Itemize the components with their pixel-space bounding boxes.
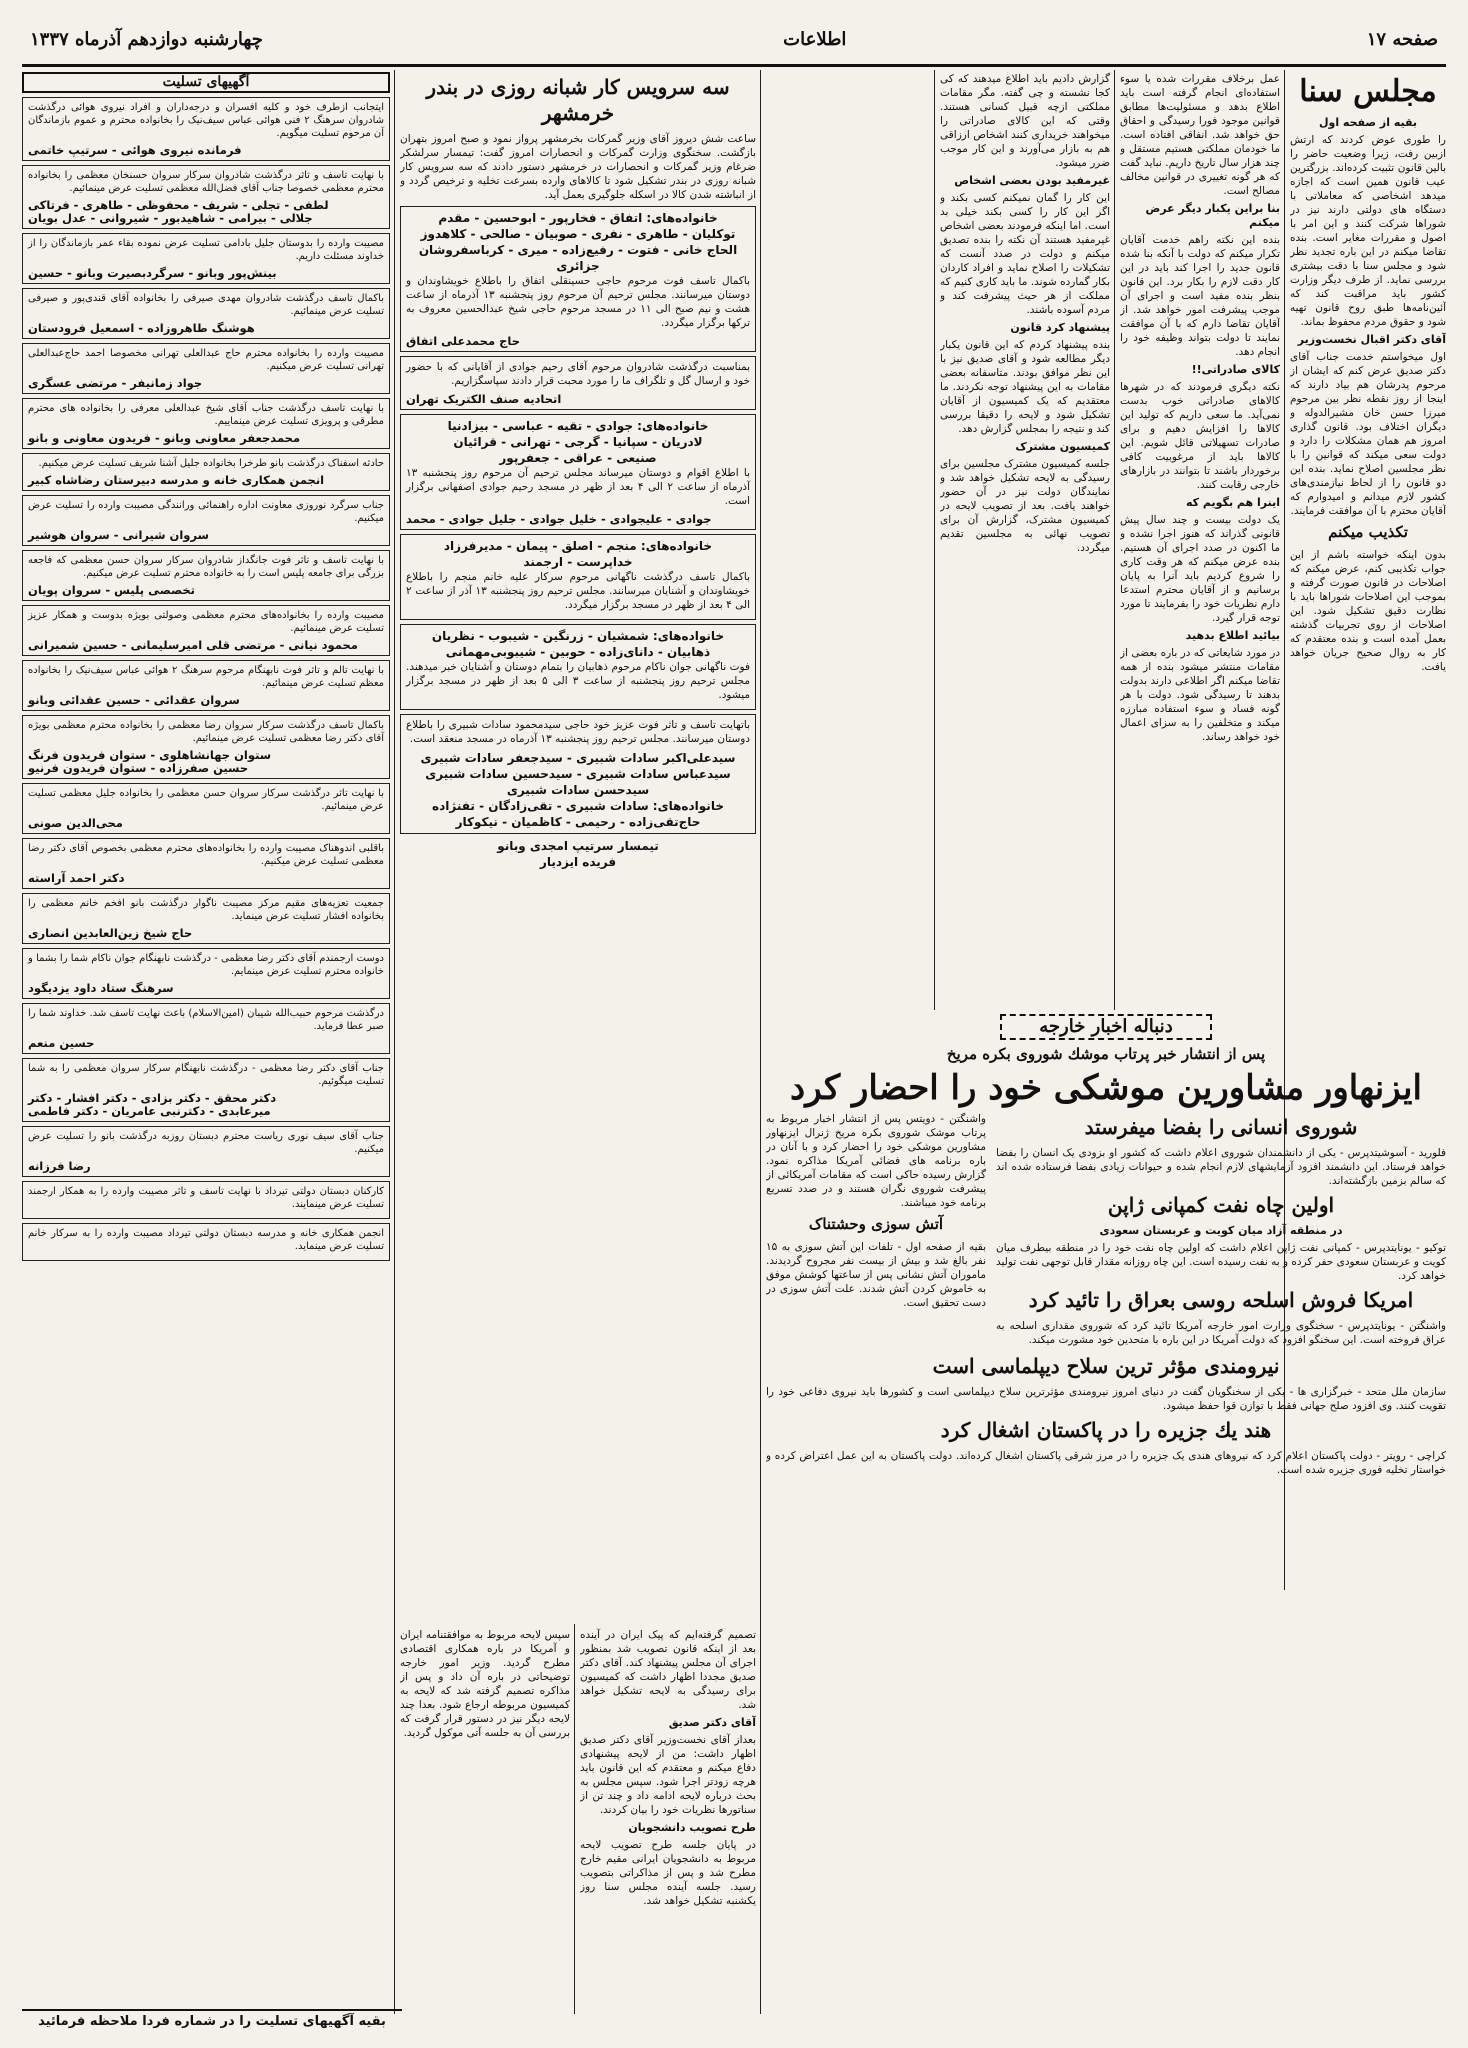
sub-body-4: بقیه از صفحه اول - تلفات این آتش سوزی به ۱۵ نفر بالغ شد و بیش از بیست نفر مجروح گردیدند. ماموران آتش نشانی پس از ساعتها کوشش موفق به خاموش کردن آتش شدند. علت آتش سوزی در دست تحقیق است. xyxy=(766,1241,986,1309)
lead-body: واشنگتن - دویتس پس از انتشار اخبار مربوط به پرتاب موشک شوروی بكره مریخ ژنرال ایزنهاور مشاورین موشکی خود را احضار کرد و با آنان در باره برنامه های فضائی آمریکا مذاکره نمود. گزارش رسیده حاکی است که مقامات آمریکائی از پیشرفت شوروی نگران هستند و در صدد تسریع برنامه خود میباشند. xyxy=(766,1113,986,1209)
col2-body-5: در مورد شایعاتی که در باره بعضی از مقامات منتشر میشود بنده از همه تقاضا میکنم اگر اطلاعی دارند بدولت بدهند تا رسیدگی شود. دولت با هر گونه فساد و سوء استفاده مبارزه میکند و متخلفین را به سزای اعمال خود خواهد رساند. xyxy=(1120,647,1280,743)
sub-body-3: واشنگتن - یونایتدپرس - سخنگوی وزارت امور خارجه آمریکا تائید کرد که شوروی مقداری اسلحه به عراق فروخته است. این سخنگو افزود که دولت آمریکا در این باره با متحدین خود مشورت میکند. xyxy=(996,1320,1446,1346)
col3-body-3: بنده پیشنهاد کردم که این قانون یکبار دیگر مطالعه شود و آقای صدیق نیز با این نظر موافق بودند. متاسفانه بعضی مقامات به این پیشنهاد توجه نکردند. ما معتقدیم که یک کمیسیون از آقایان تشکیل شود و لایحه را دقیقا بررسی کند و نتیجه را بمجلس گزارش دهد. xyxy=(940,339,1110,435)
senate-column-2 xyxy=(1120,72,1280,1007)
footer-note: بقیه آگهیهای تسلیت را در شماره فردا ملاحظه فرمائید xyxy=(22,2009,402,2029)
main-headline: ایزنهاور مشاورین موشکی خود را احضار کرد xyxy=(790,1068,1422,1108)
newspaper-page xyxy=(22,14,1446,2034)
col2-body-4: یک دولت بیست و چند سال پیش قانونی گذراند که هنوز اجرا نشده و ما اکنون در صدد اجرای آن هستیم. بنده عرض میکنم که هر وقت کاری را شروع کردیم باید آنرا به پایان برسانیم و از آقایان محترم استدعا دارم نظریات خود را بفرمایند تا مورد توجه قرار گیرد. xyxy=(1120,514,1280,624)
obituary-4: خانواده‌های: منجم - اصلق - پیمان - مدیرفرزاد خداپرست - ارجمند باکمال تاسف درگذشت ناگهانی مرحوم سرکار علیه خانم منجم را باطلاع خویشاوندان و آشنایان میرسانند. مجلس ترحیم روز پنجشنبه ۱۳ آذر از ساعت ۲ الی ۴ بعد از ظهر در مسجد برگزار میگردد. xyxy=(400,534,756,620)
paper-name: اطلاعات xyxy=(783,28,847,50)
sub-body-6: کراچی - رویتر - دولت پاکستان اعلام کرد که نیروهای هندی یک جزیره را در مرز شرقی پاکستان اشغال کرده‌اند. دولت پاکستان به این عمل اعتراض کرده و خواستار تخلیه فوری جزیره شده است. xyxy=(766,1450,1446,1476)
sub-head-1: شوروی انسانی را بفضا میفرستد xyxy=(1084,1115,1358,1139)
senate-body-3: بدون اینکه خواسته باشم از این جواب تکذیبی کنم، عرض میکنم که اصلاحات در قانون صورت گرفته و بموجب این اصلاحات شوراها باید با نظارت دقیق تشکیل شود. این اصلاحات از روی تجربیات گذشته بعمل آمده است و بنده معتقدم که کار به روال صحیح جریان خواهد یافت. xyxy=(1290,549,1446,673)
senate-title: مجلس سنا xyxy=(1299,74,1437,109)
sub-body-2: توکیو - یونایتدپرس - کمپانی نفت ژاپن اعلام داشت که اولین چاه نفت خود را در منطقه بیطرف میان کویت و عربستان سعودی حفر کرده و به نفت رسیده است. این چاه روزانه مقدار قابل توجهی نفت تولید خواهد کرد. xyxy=(996,1242,1446,1282)
col3-sub-3: کمیسیون مشترک xyxy=(1015,440,1110,453)
obituary-2: بمناسبت درگذشت شادروان مرحوم آقای رحیم جوادی از آقایانی که با حضور خود و ارسال گل و تلگراف ما را مورد محبت قرار دادند سپاسگزاریم. اتحادیه صنف الکتریک تهران xyxy=(400,356,756,410)
obituary-5: خانواده‌های: شمشیان - زرنگین - شیبوب - نظریان ذهابیان - دانای‌زاده - حوبین - شیبوبی‌مهمانی فوت ناگهانی جوان ناکام مرحوم ذهابیان را بتمام دوستان و آشنایان خبر میدهند. مجلس ترحیم روز پنجشنبه از ساعت ۳ الی ۵ بعد از ظهر در مسجد برگزار میشود. xyxy=(400,624,756,710)
sub-head-4: آتش سوزی وحشتناک xyxy=(808,1215,944,1233)
kicker: پس از انتشار خبر پرتاب موشك شوروی بكره مریخ xyxy=(946,1045,1266,1063)
page-number: صفحه ۱۷ xyxy=(1366,28,1438,50)
foreign-news-block xyxy=(766,1014,1446,2009)
col2-sub-3: اینرا هم بگویم که xyxy=(1186,496,1280,509)
lower-column-6: تصمیم گرفته‌ایم که پیک ایران در آینده بعد از اینکه قانون تصویب شد بمنظور اجرای آن مجلس پیشنهاد کند. آقای دکتر صدیق مجددا اظهار داشت که کمیسیون برای رسیدگی به لایحه تشکیل خواهد شد. آقای دکتر صدیق بعداز آقای نخست‌وزیر آقای دکتر صدیق اظهار داشت: من از لایحه پیشنهادی دفاع میکنم و معتقدم که این قانون باید هرچه زودتر اجرا شود. سپس مجلس به بحث درباره لایحه ادامه داد و چند تن از سناتورها نظریات خود را بیان کردند. طرح تصویب دانشجویان در پایان جلسه طرح تصویب لایحه مربوط به دانشجویان ایرانی مقیم خارج مطرح شد و پس از مذاکراتی بتصویب رسید. جلسه آینده مجلس سنا روز یکشنبه تشکیل خواهد شد. xyxy=(580,1629,756,1907)
sub-head-2b: در منطقه آزاد میان کویت و عربستان سعودی xyxy=(1099,1224,1343,1237)
foreign-news-banner: دنباله اخبار خارجه xyxy=(1000,1014,1212,1040)
col3-sub-1: غیرمفید بودن بعضی اشخاص xyxy=(954,174,1110,187)
masthead xyxy=(22,14,1446,67)
col2-sub-4: بیائید اطلاع بدهید xyxy=(1185,629,1280,642)
col3-body-1: گزارش دادیم باید اطلاع میدهند که کی کجا نشسته و چی گفته. مگر مقامات مملکتی ازچه قبیل کسانی هستند. وقتی که این کالای صادراتی را میخواهند خریداری کنند اشخاص ارزاقی هم به بازار می‌آورند و این کار موجب ضرر میشود. xyxy=(940,73,1110,169)
senate-sub-1: آقای دکتر اقبال نخست‌وزیر xyxy=(1297,333,1446,346)
customs-obituary-column xyxy=(400,72,756,1622)
issue-date: چهارشنبه دوازدهم آذرماه ۱۳۳۷ xyxy=(30,28,263,50)
sub-head-6: هند یك جزیره را در پاكستان اشغال كرد xyxy=(940,1418,1272,1442)
col3-sub-2: پیشنهاد کرد قانون xyxy=(1010,321,1110,334)
senate-column-3 xyxy=(940,72,1110,1007)
senate-body-1: را طوری عوض کردند که ارتش ازبین رفت، زیرا وضعیت حاضر را بالین قانون تثبیت کرده‌اند. بزرگترین عیب قانون همین است که اجازه میدهد اشخاصی که معاملاتی با دستگاه های دولتی دارند نیز در شوراها شرکت کنند و این امر با اصول و مقررات مغایر است. بنده تقاضا میکنم در این باره تجدید نظر شود و مجلس سنا با دقت بیشتری بررسی نماید. از طرف دیگر وزارت کشور باید مراقبت کند که آئین‌نامه‌ها طبق روح قانون تهیه شود و حقوق مردم محفوظ بماند. xyxy=(1290,134,1446,328)
col3-body-2: این کار را گمان نمیکنم کسی بکند و اگر این کار را کسی بکند خیلی بد است. اما اینکه فرمودند بعضی اشخاص غیرمفید هستند آن نکته را بنده تصدیق میکنم و دولت در صدد آنست که تشکیلات را اصلاح نماید و افراد کاردان بکار گمارده شوند. ما باید کاری کنیم که مملکت از هر حیث پیشرفت کند و مردم آسوده باشند. xyxy=(940,192,1110,316)
customs-body: ساعت شش دیروز آقای وزیر گمرکات بخرمشهر پرواز نمود و صبح امروز بتهران بازگشت. سخنگوی وزارت گمرکات و انحصارات امروز گفت: تیمسار سرلشکر ضرغام وزیر گمرکات و انحصارات در خرمشهر دستور دادند که سه سرویس کار شبانه روزی در بندر تشکیل شود تا کالاهای وارده بسرعت تخلیه و ترخیص گردد و از انباشته شدن کالا در اسکله جلوگیری بعمل آید. xyxy=(400,133,756,201)
sub-head-5: نیرومندی مؤثر ترین سلاح دیپلماسی است xyxy=(932,1354,1280,1378)
senate-sub-2: تکذیب میکنم xyxy=(1328,523,1408,541)
obituary-sig-b: فریده ایزدیار xyxy=(539,855,617,869)
sub-body-1: فلورید - آسوشیتدپرس - یکی از دانشمندان شوروی اعلام داشت که کشور او بزودی یک انسان را بفضا خواهد فرستاد. این دانشمند افزود آزمایشهای لازم انجام شده و حیوانات زیادی بفضا فرستاده شده اند که سالم بزمین بازگشته‌اند. xyxy=(996,1147,1446,1187)
obituary-6: باتهایت تاسف و تاثر فوت عزیز خود حاجی سیدمحمود سادات شبیری را باطلاع دوستان میرسانند. مجلس ترحیم روز پنجشنبه ۱۳ آذرماه در مسجد منعقد است. سیدعلی‌اکبر سادات شبیری - سیدجعفر سادات شبیری سیدعباس سادات شبیری - سیدحسین سادات شبیری سیدحسن سادات شبیری خانواده‌های: سادات شبیری - تقی‌زادگان - تفنژاده حاج‌تقی‌زاده - رحیمی - کاظمیان - نیکوکار xyxy=(400,714,756,834)
col2-body-2: بنده این نکته راهم خدمت آقایان تکرار میکنم که دولت با آنکه بنا شده قانون جدید را اجرا کند باید در این کار دقت لازم را بکار برد. این قانون بنظر بنده مفید است و اجرای آن موجب پیشرفت امور خواهد شد. از آقایان تقاضا دارم که با آن موافقت نمایند تا دولت بتواند وظیفه خود را انجام دهد. xyxy=(1120,234,1280,358)
obituary-sig-a: تیمسار سرتیپ امجدی وبانو xyxy=(497,839,659,853)
senate-body-2: اول میخواستم خدمت جناب آقای دکتر صدیق عرض کنم که ایشان از مرحوم پدرشان هم بیاد دارند که اینجا از روز نقطه نظر بین مرحوم میرزا حسن خان مشیرالدوله و دیگران اختلاف بود. قانون گذاری امروز هم همان مشکلات را دارد و دولت سعی میکند که قوانین را با نظر مجلسین اصلاح نماید. بنده این دو قانون را از لحاظ نیازمندی‌های کشور لازم میدانم و امیدوارم که آقایان محترم با آن موافقت فرمایند. xyxy=(1290,351,1446,517)
sub-head-3: امریکا فروش اسلحه روسی بعراق را تائید کرد xyxy=(1028,1288,1414,1312)
senate-column xyxy=(1290,72,1446,1072)
customs-headline: سه سرویس کار شبانه روزی در بندر خرمشهر xyxy=(426,75,730,125)
sub-body-5: سازمان ملل متحد - خبرگزاری ها - یکی از سخنگویان گفت در دنیای امروز نیرومندی مؤثرترین سلاح دیپلماسی است و کشورها باید نیروی دفاعی خود را تقویت کنند. وی افزود صلح جهانی فقط با توازن قوا حفظ میشود. xyxy=(766,1386,1446,1412)
condolence-column: آگهیهای تسلیت ایتجانب ازطرف خود و کلیه افسران و درجه‌داران و افراد نیروی هوائی درگذشت شادروان سرهنگ ۲ فنی هوائی عباس سیف‌نیک را بخانواده محترم و عموم بازماندگان آن مرحوم تسلیت میگویم. فرمانده نیروی هوائی - سرتیپ خاتمی با نهایت تاسف و تاثر درگذشت شادروان سرکار سروان حسنخان معظمی را بخانواده محترم معظمی خصوصا جناب آقای فضل‌الله معظمی تسلیت عرض مینمائیم. لطفی - تجلی - شریف - محفوظی - طاهری - فرتاکی جلالی - بیرامی - شاهیدبور - شیروانی - عدل بویان مصیبت وارده را بدوستان جلیل بادامی تسلیت عرض نموده بقاء عمر بازماندگان را از خداوند مسئلت داریم. بینش‌پور وبانو - سرگردبصیرت وبانو - حسین باکمال تاسف درگذشت شادروان مهدی صیرفی را بخانواده آقای قندی‌پور و صیرفی تسلیت عرض مینمائیم. هوشنگ طاهروزاده - اسمعیل فرودستان مصیبت وارده را بخانواده محترم حاج عبدالعلی تهرانی مخصوصا احمد حاج‌عبدالعلی تهرانی تسلیت عرض میکنیم. جواد زمانیفر - مرتضی عسگری با نهایت تاسف درگذشت جناب آقای شیخ عبدالعلی معرفی را بخانواده های محترم مطرقی و پرویزی تسلیت عرض مینماییم. محمدجعفر معاونی وبانو - فریدون معاونی و بانو حادثه اسفناک درگذشت بانو طرخرا بخانواده جلیل آشنا شریف تسلیت عرض میکنیم. انجمن همکاری خانه و مدرسه دبیرستان رضاشاه کبیر جناب سرگرد نوروزی معاونت اداره راهنمائی ورانندگی مصیبت وارده را تسلیت عرض میکنیم. سروان شیرانی - سروان هوشیر با نهایت تاسف و تاثر فوت جانگداز شادروان سرکار سروان حسن معظمی که فاجعه بزرگی برای جامعه پلیس است را به خانواده محترم تسلیت عرض میکنیم. تخصصی پلیس - سروان پویان مصیبت وارده را بخانواده‌های محترم معظمی وصولتی بویژه بدوست و همکار عزیز تسلیت عرض مینمائیم. محمود نیانی - مرتضی قلی امیرسلیمانی - حسین شمیرانی با نهایت تالم و تاثر فوت نابهنگام مرحوم سرهنگ ۲ هوائی عباس سیف‌نیک را بخانواده معظم تسلیت عرض مینمائیم. سروان عقدائی - حسین عقدائی وبانو باکمال تاسف درگذشت سرکار سروان رضا معظمی را بخانواده محترم معظمی بویژه آقای دکتر رضا معظمی تسلیت عرض مینمائیم. ستوان جهانشاهلوی - ستوان فریدون فرنگ حسین صفرزاده - ستوان فریدون فرنیو با نهایت تاثر درگذشت سرکار سروان حسن معظمی را بخانواده جلیل معظمی تسلیت عرض مینمائیم. محی‌الدین صونی باقلبی اندوهناک مصیبت وارده را بخانواده‌های محترم معظمی بخصوص آقای دکتر رضا معظمی تسلیت عرض میکنیم. دکتر احمد آراسته جمعیت تعزیه‌های مقیم مرکز مصیبت ناگوار درگذشت بانو افخم خانم معظمی را بخانواده افشار تسلیت عرض مینماید. حاج شیخ زین‌العابدین انصاری دوست ارجمندم آقای دکتر رضا معظمی - درگذشت نابهنگام جوان ناکام شما را بشما و خانواده محترم تسلیت عرض مینمایم. سرهنگ ستاد داود یزدیگود درگذشت مرحوم حبیب‌الله شیبان (امین‌الاسلام) باعث نهایت تاسف شد. خداوند شما را صبر عطا فرماید. حسین منعم جناب آقای دکتر رضا معظمی - درگذشت نابهنگام سرکار سروان معظمی را به شما تسلیت میگوئیم. دکتر محقق - دکتر بزادی - دکتر افشار - دکتر میرعابدی - دکترنبی عامریان - دکتر فاطمی جناب آقای سیف نوری ریاست محترم دبستان روزبه درگذشت بانو را تسلیت عرض میکنیم. رضا فرزانه کارکنان دبستان دولتی تیرداد با نهایت تاسف و تاثر مصیبت وارده را به همکار ارجمند تسلیت عرض مینمایند. انجمن همکاری خانه و مدرسه دبستان دولتی تیرداد مصیبت وارده را به سرکار خانم تسلیت عرض مینماید. xyxy=(22,72,390,2004)
col2-sub-1: بنا براین یکبار دیگر عرض میکنم xyxy=(1145,202,1280,229)
condolence-title: آگهیهای تسلیت xyxy=(22,72,390,93)
col2-sub-2: کالای صادراتی!! xyxy=(1191,363,1280,376)
continued-note: بقیه از صفحه اول xyxy=(1318,116,1418,129)
col3-body-4: جلسه کمیسیون مشترک مجلسین برای رسیدگی به لایحه تشکیل خواهد شد و نمایندگان دولت نیز در آن حضور خواهند یافت. بعد از تصویب لایحه در کمیسیون مشترک، گزارش آن برای تصویب نهائی به مجلسین تقدیم میگردد. xyxy=(940,458,1110,554)
sub-head-2: اولین چاه نفت کمپانی ژاپن xyxy=(1107,1193,1335,1217)
col2-body-3: نکته دیگری فرمودند که در شهرها کالاهای صادراتی خوب بدست نمی‌آید. ما سعی داریم که تولید این کالاها را افزایش دهیم و برای صادرات تسهیلاتی قائل شویم. این کالاها باید از مرغوبیت کافی برخوردار باشند تا بتوانند در بازارهای خارجی رقابت کنند. xyxy=(1120,381,1280,491)
lower-column-7: سپس لایحه مربوط به موافقتنامه ایران و آمریکا در باره همکاری اقتصادی مطرح گردید. وزیر امور خارجه توضیحاتی در باره آن داد و پس از مذاکره تصمیم گرفته شد که لایحه به کمیسیون مربوطه ارجاع شود. بعدا چند لایحه دیگر نیز در دستور قرار گرفت که بررسی آن به جلسه آتی موکول گردید. xyxy=(400,1629,570,1739)
obituary-1: خانواده‌های: اتفاق - فخارپور - ابوحسین - مقدم توکلیان - طاهری - نفری - صوبیان - صالحی - کلاهدوز الحاج خانی - فتوت - رفیع‌زاده - میری - کرباسفروشان جزائری باکمال تاسف فوت مرحوم حاجی حسینقلی اتفاق را باطلاع خویشاوندان و دوستان میرسانند. مجلس ترحیم آن مرحوم روز پنجشنبه ۱۳ آذرماه از ساعت هشت و نیم صبح الی ۱۱ در مسجد مرحوم حاجی شیخ عبدالحسین معروف به ترکها برگزار میگردد. حاج محمدعلی اتفاق xyxy=(400,206,756,352)
obituary-3: خانواده‌های: جوادی - تقیه - عباسی - بیزادنیا لادریان - سپانیا - گرجی - تهرانی - قرائیان صنیعی - عراقی - جعفرپور با اطلاع اقوام و دوستان میرساند مجلس ترحیم آن مرحوم روز پنجشنبه ۱۳ آذرماه از ساعت ۲ الی ۴ بعد از ظهر در مسجد رحیم جوادی اصفهانی برگزار است. جوادی - علیجوادی - خلیل جوادی - جلیل جوادی - محمد xyxy=(400,414,756,530)
col2-body-1: عمل برخلاف مقررات شده یا سوء استفاده‌ای انجام گرفته است باید اطلاع بدهد و مسئولیت‌ها مطابق قوانین موجود فورا رسیدگی و احقاق حق خواهد شد. انفاقی افتاده است. ما خودمان مملکتی هستیم مستقل و چند هزار سال تاریخ داریم. نباید گفت که هر گونه تغییری در قوانین مخالف مصالح است. xyxy=(1120,73,1280,197)
